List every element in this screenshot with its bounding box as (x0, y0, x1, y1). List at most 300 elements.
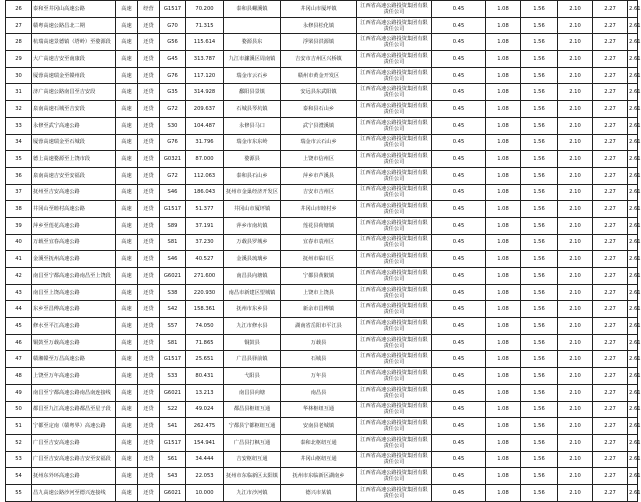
rate-class-4-cell: 2.10 (558, 434, 593, 451)
end-point-cell: 抚州市东临新区湖南乡 (281, 468, 357, 485)
rate-class-1-cell: 0.45 (432, 34, 486, 51)
toll-type-cell: 还贷 (138, 468, 160, 485)
toll-type-cell: 还贷 (138, 334, 160, 351)
end-point-cell: 赣州市黄金开发区 (281, 67, 357, 84)
operator-cell: 江西省高速公路投资集团有限责任公司 (357, 468, 432, 485)
rate-class-4-cell: 2.10 (558, 167, 593, 184)
rate-class-5-cell: 2.27 (593, 284, 628, 301)
rate-class-5-cell: 2.27 (593, 34, 628, 51)
start-point-cell: 万载县罗城乡 (224, 234, 281, 251)
start-point-cell: 金溪县琉璃乡 (224, 251, 281, 268)
end-point-cell: 湖南省岳阳市平江县 (281, 318, 357, 335)
mileage-cell: 262.475 (186, 418, 224, 435)
table-row (6, 1, 638, 18)
row-number-cell: 26 (6, 1, 32, 18)
rate-class-2-cell: 1.08 (486, 334, 521, 351)
rate-class-1-cell: 0.45 (432, 134, 486, 151)
end-point-cell: 泰和县石山乡 (281, 101, 357, 118)
mileage-cell: 313.787 (186, 51, 224, 68)
end-point-cell: 华林枢纽互通 (281, 401, 357, 418)
mileage-cell: 49.024 (186, 401, 224, 418)
end-point-cell: 上饶市信州区 (281, 151, 357, 168)
road-name-cell: 济广高速公路南昌至吉安段 (32, 84, 116, 101)
end-point-cell: 安南县老城镇 (281, 418, 357, 435)
road-name-cell: 金溪至抚州高速公路 (32, 251, 116, 268)
table-row (6, 101, 638, 118)
toll-type-cell: 还贷 (138, 201, 160, 218)
row-number-cell: 28 (6, 34, 32, 51)
row-number-cell: 49 (6, 384, 32, 401)
road-name-cell: 广昌至吉安高速公路 (32, 434, 116, 451)
rate-class-5-cell: 2.27 (593, 17, 628, 34)
row-number-cell: 34 (6, 134, 32, 151)
road-code-cell: S46 (160, 251, 186, 268)
road-level-cell: 高速 (116, 434, 138, 451)
rate-class-1-cell: 0.45 (432, 51, 486, 68)
rate-class-3-cell: 1.56 (521, 51, 558, 68)
road-level-cell: 高速 (116, 484, 138, 501)
mileage-cell: 74.050 (186, 318, 224, 335)
end-point-cell: 瑞金市云石山乡 (281, 134, 357, 151)
table-row (6, 318, 638, 335)
operator-cell: 江西省高速公路投资集团有限责任公司 (357, 67, 432, 84)
road-code-cell: S81 (160, 334, 186, 351)
road-level-cell: 高速 (116, 101, 138, 118)
rate-class-1-cell: 0.45 (432, 67, 486, 84)
row-number-cell: 47 (6, 351, 32, 368)
end-point-cell: 浮梁县洪源镇 (281, 34, 357, 51)
end-point-cell: 上饶市上饶县 (281, 284, 357, 301)
rate-class-5-cell: 2.27 (593, 101, 628, 118)
road-level-cell: 高速 (116, 318, 138, 335)
mileage-cell: 117.120 (186, 67, 224, 84)
rate-class-5-cell: 2.27 (593, 334, 628, 351)
row-number-cell: 27 (6, 17, 32, 34)
table-row (6, 401, 638, 418)
toll-type-cell: 还贷 (138, 484, 160, 501)
start-point-cell: 瑞金市东东岭 (224, 134, 281, 151)
mileage-cell: 34.444 (186, 451, 224, 468)
start-point-cell: 都昌县枢纽互通 (224, 401, 281, 418)
road-name-cell: 泉南高速吉安至安福段 (32, 167, 116, 184)
rate-class-3-cell: 1.56 (521, 351, 558, 368)
rate-class-6-cell: 2.61 (628, 167, 638, 184)
mileage-cell: 31.796 (186, 134, 224, 151)
rate-class-2-cell: 1.08 (486, 117, 521, 134)
toll-type-cell: 还贷 (138, 101, 160, 118)
operator-cell: 江西省高速公路投资集团有限责任公司 (357, 217, 432, 234)
operator-cell: 江西省高速公路投资集团有限责任公司 (357, 184, 432, 201)
operator-cell: 江西省高速公路投资集团有限责任公司 (357, 51, 432, 68)
rate-class-5-cell: 2.27 (593, 51, 628, 68)
operator-cell: 江西省高速公路投资集团有限责任公司 (357, 117, 432, 134)
road-code-cell: S33 (160, 368, 186, 385)
rate-class-3-cell: 1.56 (521, 151, 558, 168)
rate-class-1-cell: 0.45 (432, 484, 486, 501)
rate-class-1-cell: 0.45 (432, 334, 486, 351)
row-number-cell: 31 (6, 84, 32, 101)
road-level-cell: 高速 (116, 17, 138, 34)
start-point-cell: 南昌县向塘 (224, 384, 281, 401)
mileage-cell: 10.000 (186, 484, 224, 501)
road-code-cell: G76 (160, 67, 186, 84)
operator-cell: 江西省高速公路投资集团有限责任公司 (357, 368, 432, 385)
operator-cell: 江西省高速公路投资集团有限责任公司 (357, 151, 432, 168)
road-level-cell: 高速 (116, 451, 138, 468)
rate-class-3-cell: 1.56 (521, 301, 558, 318)
rate-class-6-cell: 2.61 (628, 418, 638, 435)
road-name-cell: 广昌至吉安高速公路吉安至安福段 (32, 451, 116, 468)
rate-class-2-cell: 1.08 (486, 17, 521, 34)
operator-cell: 江西省高速公路投资集团有限责任公司 (357, 284, 432, 301)
rate-class-2-cell: 1.08 (486, 468, 521, 485)
table-row (6, 268, 638, 285)
road-name-cell: 南昌至上饶高速公路 (32, 284, 116, 301)
rate-class-2-cell: 1.08 (486, 484, 521, 501)
rate-class-3-cell: 1.56 (521, 134, 558, 151)
toll-type-cell: 经营 (138, 1, 160, 18)
table-row (6, 451, 638, 468)
rate-class-2-cell: 1.08 (486, 284, 521, 301)
rate-class-3-cell: 1.56 (521, 101, 558, 118)
start-point-cell: 萍乡市南坑镇 (224, 217, 281, 234)
operator-cell: 江西省高速公路投资集团有限责任公司 (357, 334, 432, 351)
rate-class-3-cell: 1.56 (521, 368, 558, 385)
road-code-cell: S89 (160, 217, 186, 234)
rate-class-4-cell: 2.10 (558, 134, 593, 151)
rate-class-1-cell: 0.45 (432, 184, 486, 201)
road-code-cell: S61 (160, 451, 186, 468)
end-point-cell: 石城县 (281, 351, 357, 368)
rate-class-6-cell: 2.61 (628, 318, 638, 335)
table-row (6, 34, 638, 51)
rate-class-1-cell: 0.45 (432, 418, 486, 435)
rate-class-2-cell: 1.08 (486, 167, 521, 184)
toll-type-cell: 还贷 (138, 368, 160, 385)
operator-cell: 江西省高速公路投资集团有限责任公司 (357, 451, 432, 468)
toll-type-cell: 还贷 (138, 167, 160, 184)
road-name-cell: 泉南高速石城至吉安段 (32, 101, 116, 118)
toll-type-cell: 还贷 (138, 268, 160, 285)
road-code-cell: G70 (160, 17, 186, 34)
rate-class-4-cell: 2.10 (558, 334, 593, 351)
toll-type-cell: 还贷 (138, 284, 160, 301)
start-point-cell: 泰和县石山乡 (224, 167, 281, 184)
mileage-cell: 186.043 (186, 184, 224, 201)
operator-cell: 江西省高速公路投资集团有限责任公司 (357, 401, 432, 418)
rate-class-5-cell: 2.27 (593, 67, 628, 84)
rate-class-4-cell: 2.10 (558, 17, 593, 34)
end-point-cell: 南昌县 (281, 384, 357, 401)
row-number-cell: 51 (6, 418, 32, 435)
rate-class-5-cell: 2.27 (593, 401, 628, 418)
row-number-cell: 36 (6, 167, 32, 184)
rate-class-5-cell: 2.27 (593, 418, 628, 435)
rate-class-1-cell: 0.45 (432, 401, 486, 418)
operator-cell: 江西省高速公路投资集团有限责任公司 (357, 84, 432, 101)
rate-class-6-cell: 2.61 (628, 67, 638, 84)
rate-class-2-cell: 1.08 (486, 151, 521, 168)
rate-class-5-cell: 2.27 (593, 351, 628, 368)
operator-cell: 江西省高速公路投资集团有限责任公司 (357, 1, 432, 18)
start-point-cell: 九江市沙河镇 (224, 484, 281, 501)
road-name-cell: 上饶至万年高速公路 (32, 368, 116, 385)
road-name-cell: 萍乡至莲花高速公路 (32, 217, 116, 234)
rate-class-6-cell: 2.61 (628, 201, 638, 218)
rate-class-1-cell: 0.45 (432, 167, 486, 184)
road-level-cell: 高速 (116, 234, 138, 251)
rate-class-1-cell: 0.45 (432, 17, 486, 34)
row-number-cell: 54 (6, 468, 32, 485)
mileage-cell: 13.213 (186, 384, 224, 401)
rate-class-4-cell: 2.10 (558, 234, 593, 251)
row-number-cell: 30 (6, 67, 32, 84)
rate-class-6-cell: 2.61 (628, 484, 638, 501)
rate-class-6-cell: 2.61 (628, 51, 638, 68)
row-number-cell: 33 (6, 117, 32, 134)
rate-class-1-cell: 0.45 (432, 451, 486, 468)
table-row (6, 67, 638, 84)
rate-class-4-cell: 2.10 (558, 101, 593, 118)
rate-class-5-cell: 2.27 (593, 217, 628, 234)
rate-class-2-cell: 1.08 (486, 434, 521, 451)
rate-class-1-cell: 0.45 (432, 201, 486, 218)
rate-class-5-cell: 2.27 (593, 134, 628, 151)
operator-cell: 江西省高速公路投资集团有限责任公司 (357, 201, 432, 218)
road-level-cell: 高速 (116, 134, 138, 151)
toll-rate-table (5, 0, 641, 502)
rate-class-3-cell: 1.56 (521, 284, 558, 301)
start-point-cell: 弋阳县 (224, 368, 281, 385)
road-code-cell: G1517 (160, 351, 186, 368)
rate-class-2-cell: 1.08 (486, 134, 521, 151)
rate-class-6-cell: 2.61 (628, 117, 638, 134)
rate-class-6-cell: 2.61 (628, 151, 638, 168)
row-number-cell: 38 (6, 201, 32, 218)
rate-class-5-cell: 2.27 (593, 301, 628, 318)
rate-class-2-cell: 1.08 (486, 318, 521, 335)
table-row (6, 434, 638, 451)
table-row (6, 484, 638, 501)
operator-cell: 江西省高速公路投资集团有限责任公司 (357, 101, 432, 118)
start-point-cell: 鄱阳县景镇 (224, 84, 281, 101)
rate-class-4-cell: 2.10 (558, 368, 593, 385)
road-code-cell: G45 (160, 51, 186, 68)
start-point-cell: 广昌县打枫互通 (224, 434, 281, 451)
rate-class-5-cell: 2.27 (593, 201, 628, 218)
row-number-cell: 35 (6, 151, 32, 168)
rate-class-3-cell: 1.56 (521, 167, 558, 184)
road-level-cell: 高速 (116, 1, 138, 18)
table-row (6, 134, 638, 151)
road-name-cell: 抚州东外环高速公路 (32, 468, 116, 485)
rate-class-5-cell: 2.27 (593, 234, 628, 251)
mileage-cell: 37.230 (186, 234, 224, 251)
toll-type-cell: 还贷 (138, 451, 160, 468)
mileage-cell: 158.361 (186, 301, 224, 318)
rate-class-1-cell: 0.45 (432, 468, 486, 485)
end-point-cell: 吉安市吉州区兴桥镇 (281, 51, 357, 68)
road-level-cell: 高速 (116, 368, 138, 385)
road-code-cell: G35 (160, 84, 186, 101)
rate-class-2-cell: 1.08 (486, 368, 521, 385)
start-point-cell: 永修县马口 (224, 117, 281, 134)
mileage-cell: 271.600 (186, 268, 224, 285)
rate-class-5-cell: 2.27 (593, 318, 628, 335)
mileage-cell: 220.930 (186, 284, 224, 301)
rate-class-6-cell: 2.61 (628, 184, 638, 201)
road-name-cell: 德上高速婺源至上饶市段 (32, 151, 116, 168)
rate-class-2-cell: 1.08 (486, 451, 521, 468)
end-point-cell: 新余市昌傅镇 (281, 301, 357, 318)
road-level-cell: 高速 (116, 351, 138, 368)
road-code-cell: G1517 (160, 201, 186, 218)
road-name-cell: 东乡至昌傅高速公路 (32, 301, 116, 318)
table-row (6, 17, 638, 34)
rate-class-6-cell: 2.61 (628, 17, 638, 34)
mileage-cell: 70.200 (186, 1, 224, 18)
rate-class-4-cell: 2.10 (558, 117, 593, 134)
rate-class-4-cell: 2.10 (558, 384, 593, 401)
road-code-cell: S43 (160, 468, 186, 485)
toll-type-cell: 还贷 (138, 434, 160, 451)
table-row (6, 301, 638, 318)
road-code-cell: G76 (160, 134, 186, 151)
road-name-cell: 大广高速吉安至南康段 (32, 51, 116, 68)
rate-class-2-cell: 1.08 (486, 251, 521, 268)
road-name-cell: 赣湘赣至万昌高速公路 (32, 351, 116, 368)
rate-class-6-cell: 2.61 (628, 101, 638, 118)
road-code-cell: G72 (160, 167, 186, 184)
rate-class-5-cell: 2.27 (593, 151, 628, 168)
mileage-cell: 104.487 (186, 117, 224, 134)
rate-class-3-cell: 1.56 (521, 418, 558, 435)
road-name-cell: 修水至平江高速公路 (32, 318, 116, 335)
rate-class-6-cell: 2.61 (628, 268, 638, 285)
road-name-cell: 永修至武宁高速公路 (32, 117, 116, 134)
row-number-cell: 48 (6, 368, 32, 385)
rate-class-1-cell: 0.45 (432, 434, 486, 451)
rate-class-4-cell: 2.10 (558, 484, 593, 501)
table-row (6, 418, 638, 435)
toll-type-cell: 还贷 (138, 384, 160, 401)
start-point-cell: 泰和县螺溪镇 (224, 1, 281, 18)
toll-type-cell: 还贷 (138, 351, 160, 368)
rate-class-6-cell: 2.61 (628, 34, 638, 51)
end-point-cell: 武宁县澧溪镇 (281, 117, 357, 134)
rate-class-4-cell: 2.10 (558, 217, 593, 234)
rate-class-2-cell: 1.08 (486, 401, 521, 418)
operator-cell: 江西省高速公路投资集团有限责任公司 (357, 167, 432, 184)
rate-class-6-cell: 2.61 (628, 217, 638, 234)
rate-class-4-cell: 2.10 (558, 401, 593, 418)
table-row (6, 117, 638, 134)
table-row (6, 184, 638, 201)
rate-class-2-cell: 1.08 (486, 351, 521, 368)
rate-class-3-cell: 1.56 (521, 451, 558, 468)
rate-class-4-cell: 2.10 (558, 451, 593, 468)
row-number-cell: 53 (6, 451, 32, 468)
mileage-cell: 209.637 (186, 101, 224, 118)
end-point-cell: 井冈山市睦村乡 (281, 201, 357, 218)
mileage-cell: 115.614 (186, 34, 224, 51)
rate-class-6-cell: 2.61 (628, 301, 638, 318)
end-point-cell: 莲花县荷塘镇 (281, 217, 357, 234)
road-name-cell: 都昌至九江高速公路都昌至星子段 (32, 401, 116, 418)
rate-class-6-cell: 2.61 (628, 234, 638, 251)
road-name-cell: 昌九高速公路沙河至德兴连接线 (32, 484, 116, 501)
rate-class-3-cell: 1.56 (521, 251, 558, 268)
rate-class-2-cell: 1.08 (486, 384, 521, 401)
rate-class-1-cell: 0.45 (432, 284, 486, 301)
road-code-cell: G6021 (160, 484, 186, 501)
rate-class-5-cell: 2.27 (593, 1, 628, 18)
rate-class-5-cell: 2.27 (593, 251, 628, 268)
rate-class-2-cell: 1.08 (486, 217, 521, 234)
road-name-cell: 宁都至定南（赣粤界）高速公路 (32, 418, 116, 435)
toll-type-cell: 还贷 (138, 17, 160, 34)
road-code-cell: G0321 (160, 151, 186, 168)
toll-type-cell: 还贷 (138, 234, 160, 251)
end-point-cell: 吉安市吉州区 (281, 184, 357, 201)
toll-type-cell: 还贷 (138, 184, 160, 201)
operator-cell: 江西省高速公路投资集团有限责任公司 (357, 418, 432, 435)
rate-class-5-cell: 2.27 (593, 268, 628, 285)
rate-class-5-cell: 2.27 (593, 167, 628, 184)
start-point-cell: 石城县琴坑镇 (224, 101, 281, 118)
rate-class-3-cell: 1.56 (521, 1, 558, 18)
toll-type-cell: 还贷 (138, 217, 160, 234)
table-row (6, 167, 638, 184)
rate-class-2-cell: 1.08 (486, 418, 521, 435)
end-point-cell: 永修县松化镇 (281, 17, 357, 34)
end-point-cell: 安远县东武阳镇 (281, 84, 357, 101)
rate-class-4-cell: 2.10 (558, 468, 593, 485)
rate-class-2-cell: 1.08 (486, 101, 521, 118)
start-point-cell: 九江市修水县 (224, 318, 281, 335)
end-point-cell: 宜春市袁州区 (281, 234, 357, 251)
row-number-cell: 42 (6, 268, 32, 285)
rate-class-6-cell: 2.61 (628, 284, 638, 301)
road-code-cell: S38 (160, 284, 186, 301)
rate-class-1-cell: 0.45 (432, 117, 486, 134)
rate-class-5-cell: 2.27 (593, 184, 628, 201)
toll-type-cell: 还贷 (138, 318, 160, 335)
road-name-cell: 井冈山至睦村高速公路 (32, 201, 116, 218)
rate-class-2-cell: 1.08 (486, 234, 521, 251)
rate-class-5-cell: 2.27 (593, 468, 628, 485)
rate-class-3-cell: 1.56 (521, 201, 558, 218)
rate-class-4-cell: 2.10 (558, 1, 593, 18)
start-point-cell (224, 17, 281, 34)
row-number-cell: 40 (6, 234, 32, 251)
toll-type-cell: 还贷 (138, 84, 160, 101)
rate-class-3-cell: 1.56 (521, 468, 558, 485)
start-point-cell: 抚州市金巢经济开发区 (224, 184, 281, 201)
road-level-cell: 高速 (116, 418, 138, 435)
start-point-cell: 抚州市东乡县 (224, 301, 281, 318)
rate-class-2-cell: 1.08 (486, 184, 521, 201)
mileage-cell: 71.315 (186, 17, 224, 34)
mileage-cell: 71.865 (186, 334, 224, 351)
rate-class-6-cell: 2.61 (628, 401, 638, 418)
rate-class-6-cell: 2.61 (628, 434, 638, 451)
end-point-cell: 宁都县黄陂镇 (281, 268, 357, 285)
operator-cell: 江西省高速公路投资集团有限责任公司 (357, 434, 432, 451)
table-row (6, 84, 638, 101)
road-code-cell: G6021 (160, 268, 186, 285)
road-level-cell: 高速 (116, 384, 138, 401)
